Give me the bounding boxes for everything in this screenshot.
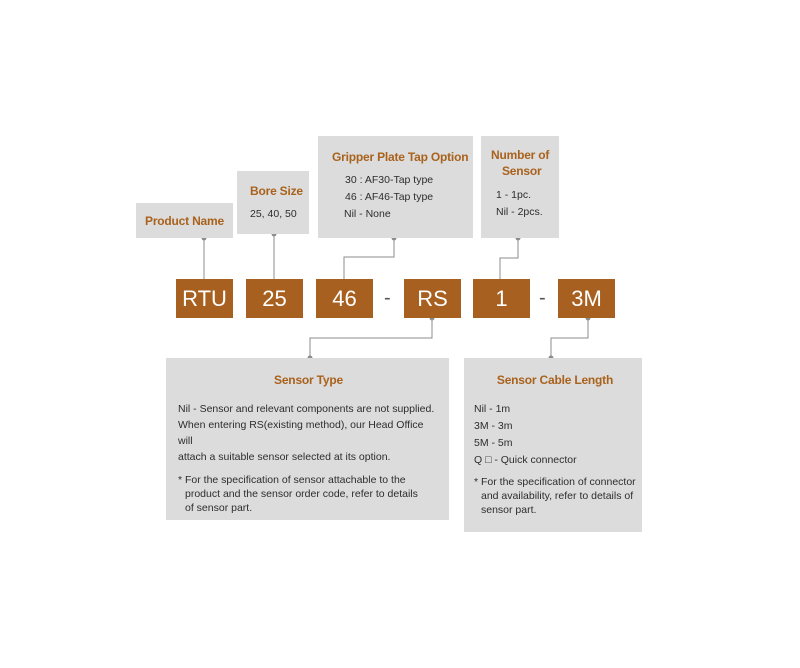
gripper-option-line: Nil - None [344,208,391,220]
cable-length-title: Sensor Cable Length [496,373,614,387]
code-rtu: RTU [176,279,233,318]
cable-length-line: Q □ - Quick connector [474,454,577,466]
sensor-type-title: Sensor Type [274,373,343,387]
sensor-number-title-line2: Sensor [502,164,542,178]
code-bore: 25 [246,279,303,318]
sensor-type-note: of sensor part. [185,502,253,514]
cable-length-note: sensor part. [481,504,537,516]
code-count: 1 [473,279,530,318]
code-dash: - [384,287,391,309]
connector-sensor-type [310,318,432,358]
code-dash: - [539,287,546,309]
gripper-option-line: 30 : AF30-Tap type [345,174,434,186]
bore-size-values: 25, 40, 50 [250,208,297,220]
sensor-number-title-line1: Number of [491,148,550,162]
code-cable: 3M [558,279,615,318]
cable-length-line: 3M - 3m [474,420,513,432]
cable-length-line: 5M - 5m [474,437,513,449]
code-tap: 46 [316,279,373,318]
sensor-type-note: * For the specification of sensor attachable to the [178,474,406,486]
sensor-type-note: product and the sensor order code, refer to details [185,488,418,500]
sensor-number-line: 1 - 1pc. [496,189,532,201]
sensor-type-line: When entering RS(existing method), our Head Office will [178,419,424,447]
cable-length-line: Nil - 1m [474,403,511,415]
sensor-number-box [481,136,559,238]
cable-length-box [464,358,642,532]
product-name-box [136,203,233,238]
cable-length-note: * For the specification of connector [474,476,636,488]
connector-sensor-number [500,238,518,279]
sensor-type-box [166,358,449,520]
connector-gripper [344,238,394,279]
cable-length-note: and availability, refer to details of [481,490,634,502]
bore-size-title: Bore Size [250,184,303,198]
gripper-option-box [318,136,473,238]
bore-size-box [237,171,309,234]
connector-cable-length [551,318,588,358]
gripper-option-title: Gripper Plate Tap Option [332,150,469,164]
sensor-type-line: attach a suitable sensor selected at its option. [178,451,391,463]
sensor-type-line: Nil - Sensor and relevant components are not supplied. [178,403,435,415]
gripper-option-line: 46 : AF46-Tap type [345,191,434,203]
product-name-title: Product Name [145,214,224,228]
sensor-number-line: Nil - 2pcs. [496,206,543,218]
code-sensor: RS [404,279,461,318]
